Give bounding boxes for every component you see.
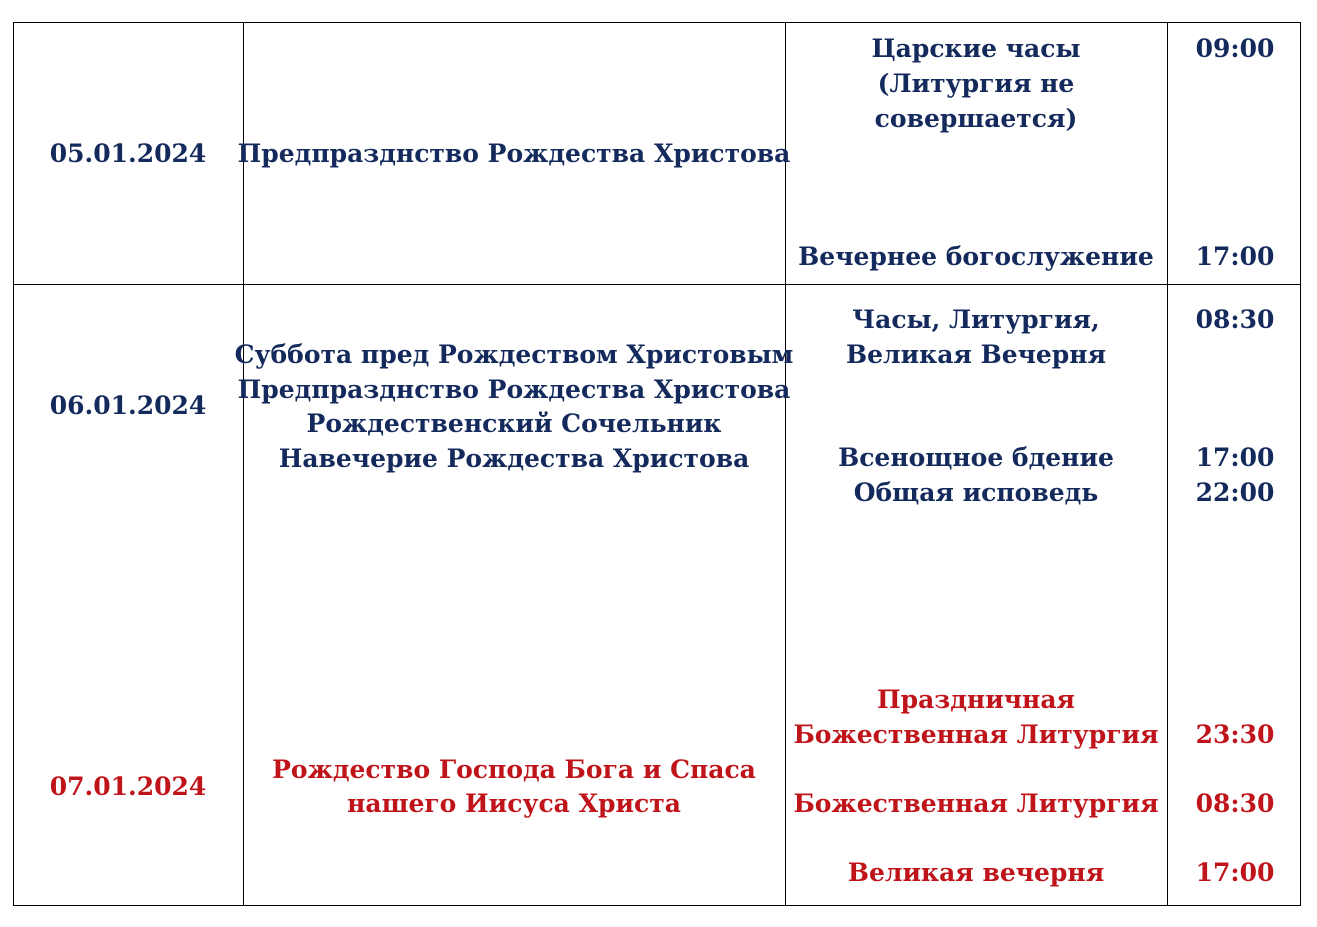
service-name-line: Часы, Литургия, (852, 305, 1100, 334)
service-name-line: Общая исповедь (853, 478, 1099, 507)
service-time: 09:00 (1195, 34, 1275, 63)
service-name-line: (Литургия не (877, 69, 1075, 98)
row-title-line: Рождественский Сочельник (306, 409, 722, 438)
row-title-line: Предпразднство Рождества Христова (237, 139, 791, 168)
service-name-line: Божественная Литургия (793, 720, 1159, 749)
service-time: 22:00 (1195, 478, 1275, 507)
service-time: 23:30 (1195, 720, 1275, 749)
row-date: 05.01.2024 (49, 139, 207, 168)
service-time: 17:00 (1195, 443, 1275, 472)
service-name-line: Праздничная (876, 685, 1076, 714)
service-time: 08:30 (1195, 305, 1275, 334)
row-title-line: Предпразднство Рождества Христова (237, 375, 791, 404)
service-name-line: Великая вечерня (847, 858, 1105, 887)
service-name-line: Всенощное бдение (838, 443, 1114, 472)
row-title-line: Навечерие Рождества Христова (278, 444, 750, 473)
row-title-line: Суббота пред Рождеством Христовым (234, 340, 794, 369)
service-name-line: Вечернее богослужение (798, 242, 1154, 271)
row-date: 06.01.2024 (49, 391, 207, 420)
row-title-line: нашего Иисуса Христа (347, 789, 681, 818)
service-name-line: Божественная Литургия (793, 789, 1159, 818)
column-divider-service (1167, 22, 1168, 906)
row-date: 07.01.2024 (49, 772, 207, 801)
service-name-line: совершается) (874, 104, 1078, 133)
service-time: 08:30 (1195, 789, 1275, 818)
service-time: 17:00 (1195, 242, 1275, 271)
row-title-line: Рождество Господа Бога и Спаса (272, 755, 756, 784)
service-name-line: Царские часы (871, 34, 1081, 63)
row-divider-1 (13, 284, 1301, 285)
service-time: 17:00 (1195, 858, 1275, 887)
service-name-line: Великая Вечерня (845, 340, 1107, 369)
